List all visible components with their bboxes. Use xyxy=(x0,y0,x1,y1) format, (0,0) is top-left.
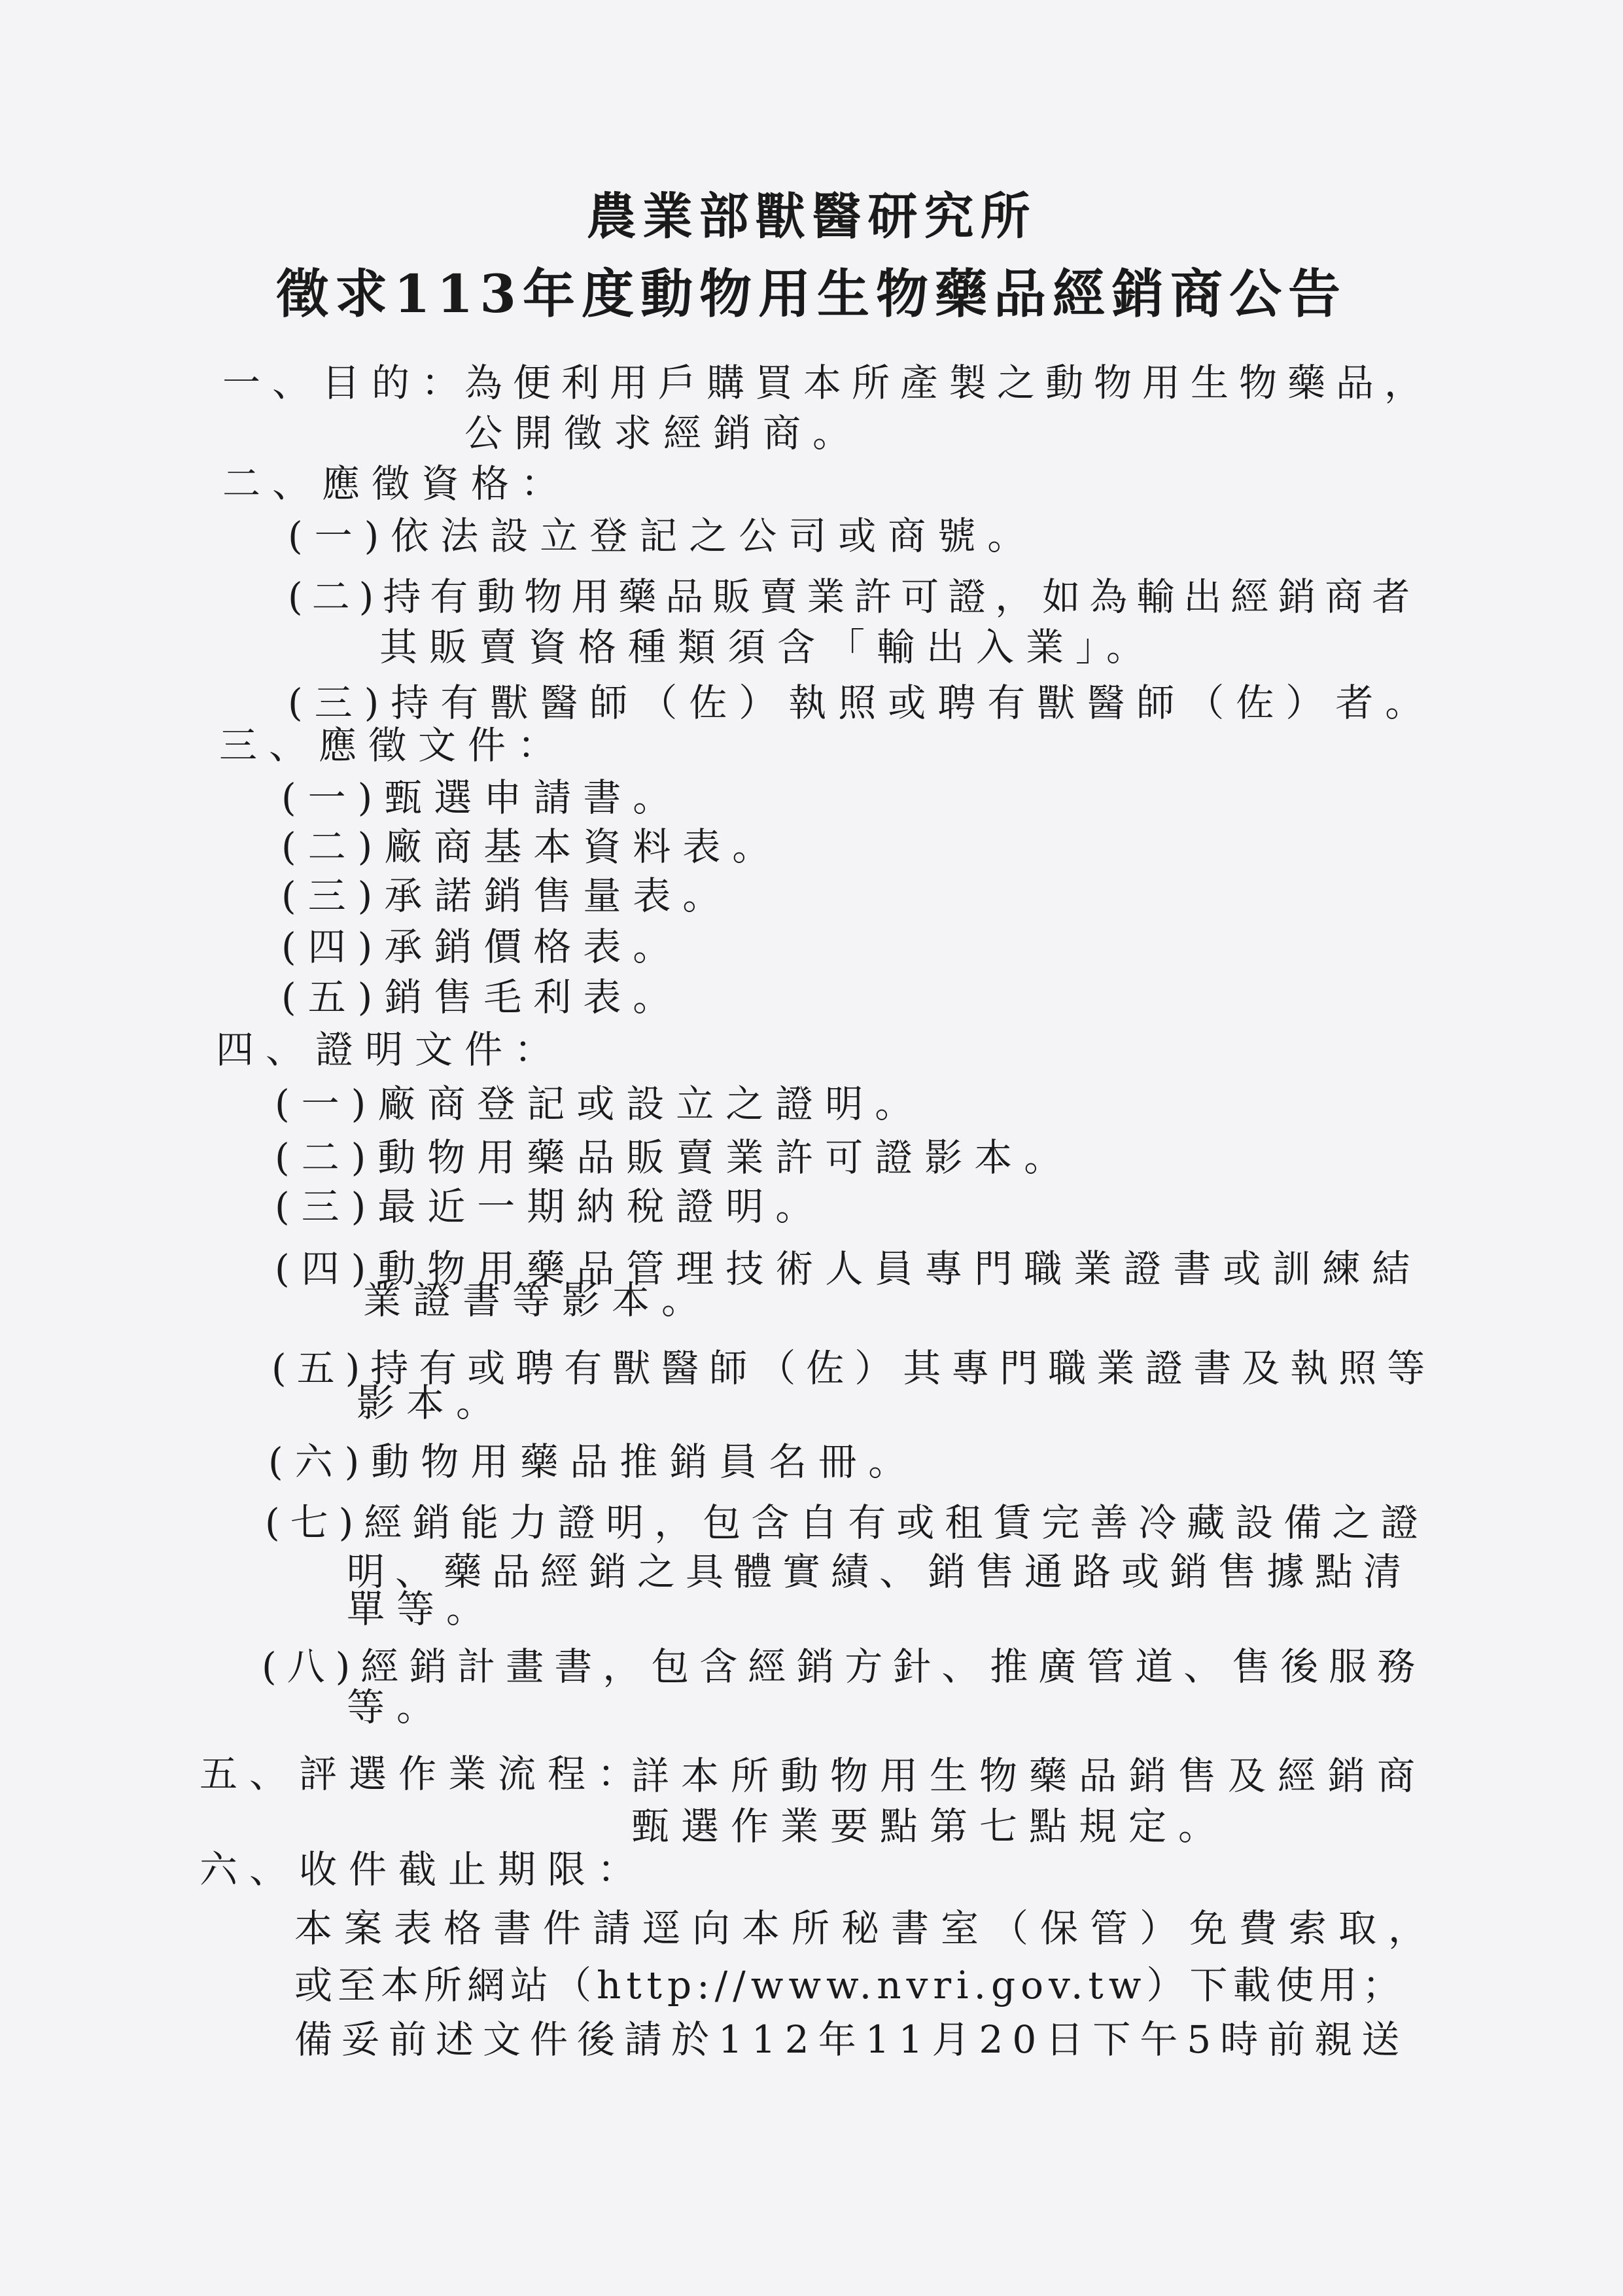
document-subtitle: 徵求113年度動物用生物藥品經銷商公告 xyxy=(276,263,1347,325)
section-4-item-continuation: 等。 xyxy=(347,1685,447,1729)
section-3-item: (二)廠商基本資料表。 xyxy=(281,824,782,869)
section-6-heading: 六、收件截止期限： xyxy=(200,1847,648,1892)
section-2-item-continuation: 其販賣資格種類須含「輸出入業」。 xyxy=(379,625,1157,669)
section-4-item: (四)動物用藥品管理技術人員專門職業證書或訓練結 xyxy=(275,1246,1422,1291)
document-title: 農業部獸醫研究所 xyxy=(586,187,1037,245)
section-5-heading: 五、評選作業流程： xyxy=(200,1752,648,1796)
section-4-item: (八)經銷計畫書，包含經銷方針、推廣管道、售後服務 xyxy=(262,1644,1426,1689)
section-4-item-continuation: 影本。 xyxy=(357,1381,506,1425)
section-6-line: 備妥前述文件後請於112年11月20日下午5時前親送 xyxy=(294,2017,1409,2062)
section-1-heading: 一、目的： xyxy=(222,361,472,405)
section-3-item: (三)承諾銷售量表。 xyxy=(281,874,733,918)
section-5-text-line-2: 甄選作業要點第七點規定。 xyxy=(631,1804,1229,1848)
section-4-item: (五)持有或聘有獸醫師（佐）其專門職業證書及執照等 xyxy=(271,1346,1436,1390)
section-2-item: (二)持有動物用藥品販賣業許可證，如為輸出經銷商者 xyxy=(288,574,1420,619)
section-1-text-line-1: 為便利用戶購買本所產製之動物用生物藥品， xyxy=(464,361,1433,405)
section-3-item: (四)承銷價格表。 xyxy=(281,925,683,969)
section-3-heading: 三、應徵文件： xyxy=(219,723,568,768)
section-4-item: (一)廠商登記或設立之證明。 xyxy=(275,1082,925,1126)
section-4-item: (七)經銷能力證明，包含自有或租賃完善冷藏設備之證 xyxy=(265,1500,1429,1545)
section-2-item: (三)持有獸醫師（佐）執照或聘有獸醫師（佐）者。 xyxy=(288,680,1435,725)
section-4-item-continuation: 單等。 xyxy=(347,1587,497,1631)
section-3-item: (五)銷售毛利表。 xyxy=(281,975,683,1019)
section-2-heading: 二、應徵資格： xyxy=(222,461,571,506)
section-4-heading: 四、證明文件： xyxy=(216,1027,565,1072)
section-2-item: (一)依法設立登記之公司或商號。 xyxy=(288,514,1038,558)
section-3-item: (一)甄選申請書。 xyxy=(281,775,683,820)
section-6-line: 或至本所網站（http://www.nvri.gov.tw）下載使用； xyxy=(294,1963,1406,2007)
section-5-text-line-1: 詳本所動物用生物藥品銷售及經銷商 xyxy=(631,1754,1427,1798)
section-4-item-continuation: 業證書等影本。 xyxy=(363,1278,712,1322)
section-4-item: (六)動物用藥品推銷員名冊。 xyxy=(268,1439,918,1484)
section-4-item-continuation: 明、藥品經銷之具體實績、銷售通路或銷售據點清 xyxy=(347,1549,1412,1594)
section-4-item: (三)最近一期納稅證明。 xyxy=(275,1184,826,1229)
section-4-item: (二)動物用藥品販賣業許可證影本。 xyxy=(275,1135,1074,1180)
section-6-line: 本案表格書件請逕向本所秘書室（保管）免費索取， xyxy=(294,1906,1439,1951)
section-1-text-line-2: 公開徵求經銷商。 xyxy=(464,411,863,455)
